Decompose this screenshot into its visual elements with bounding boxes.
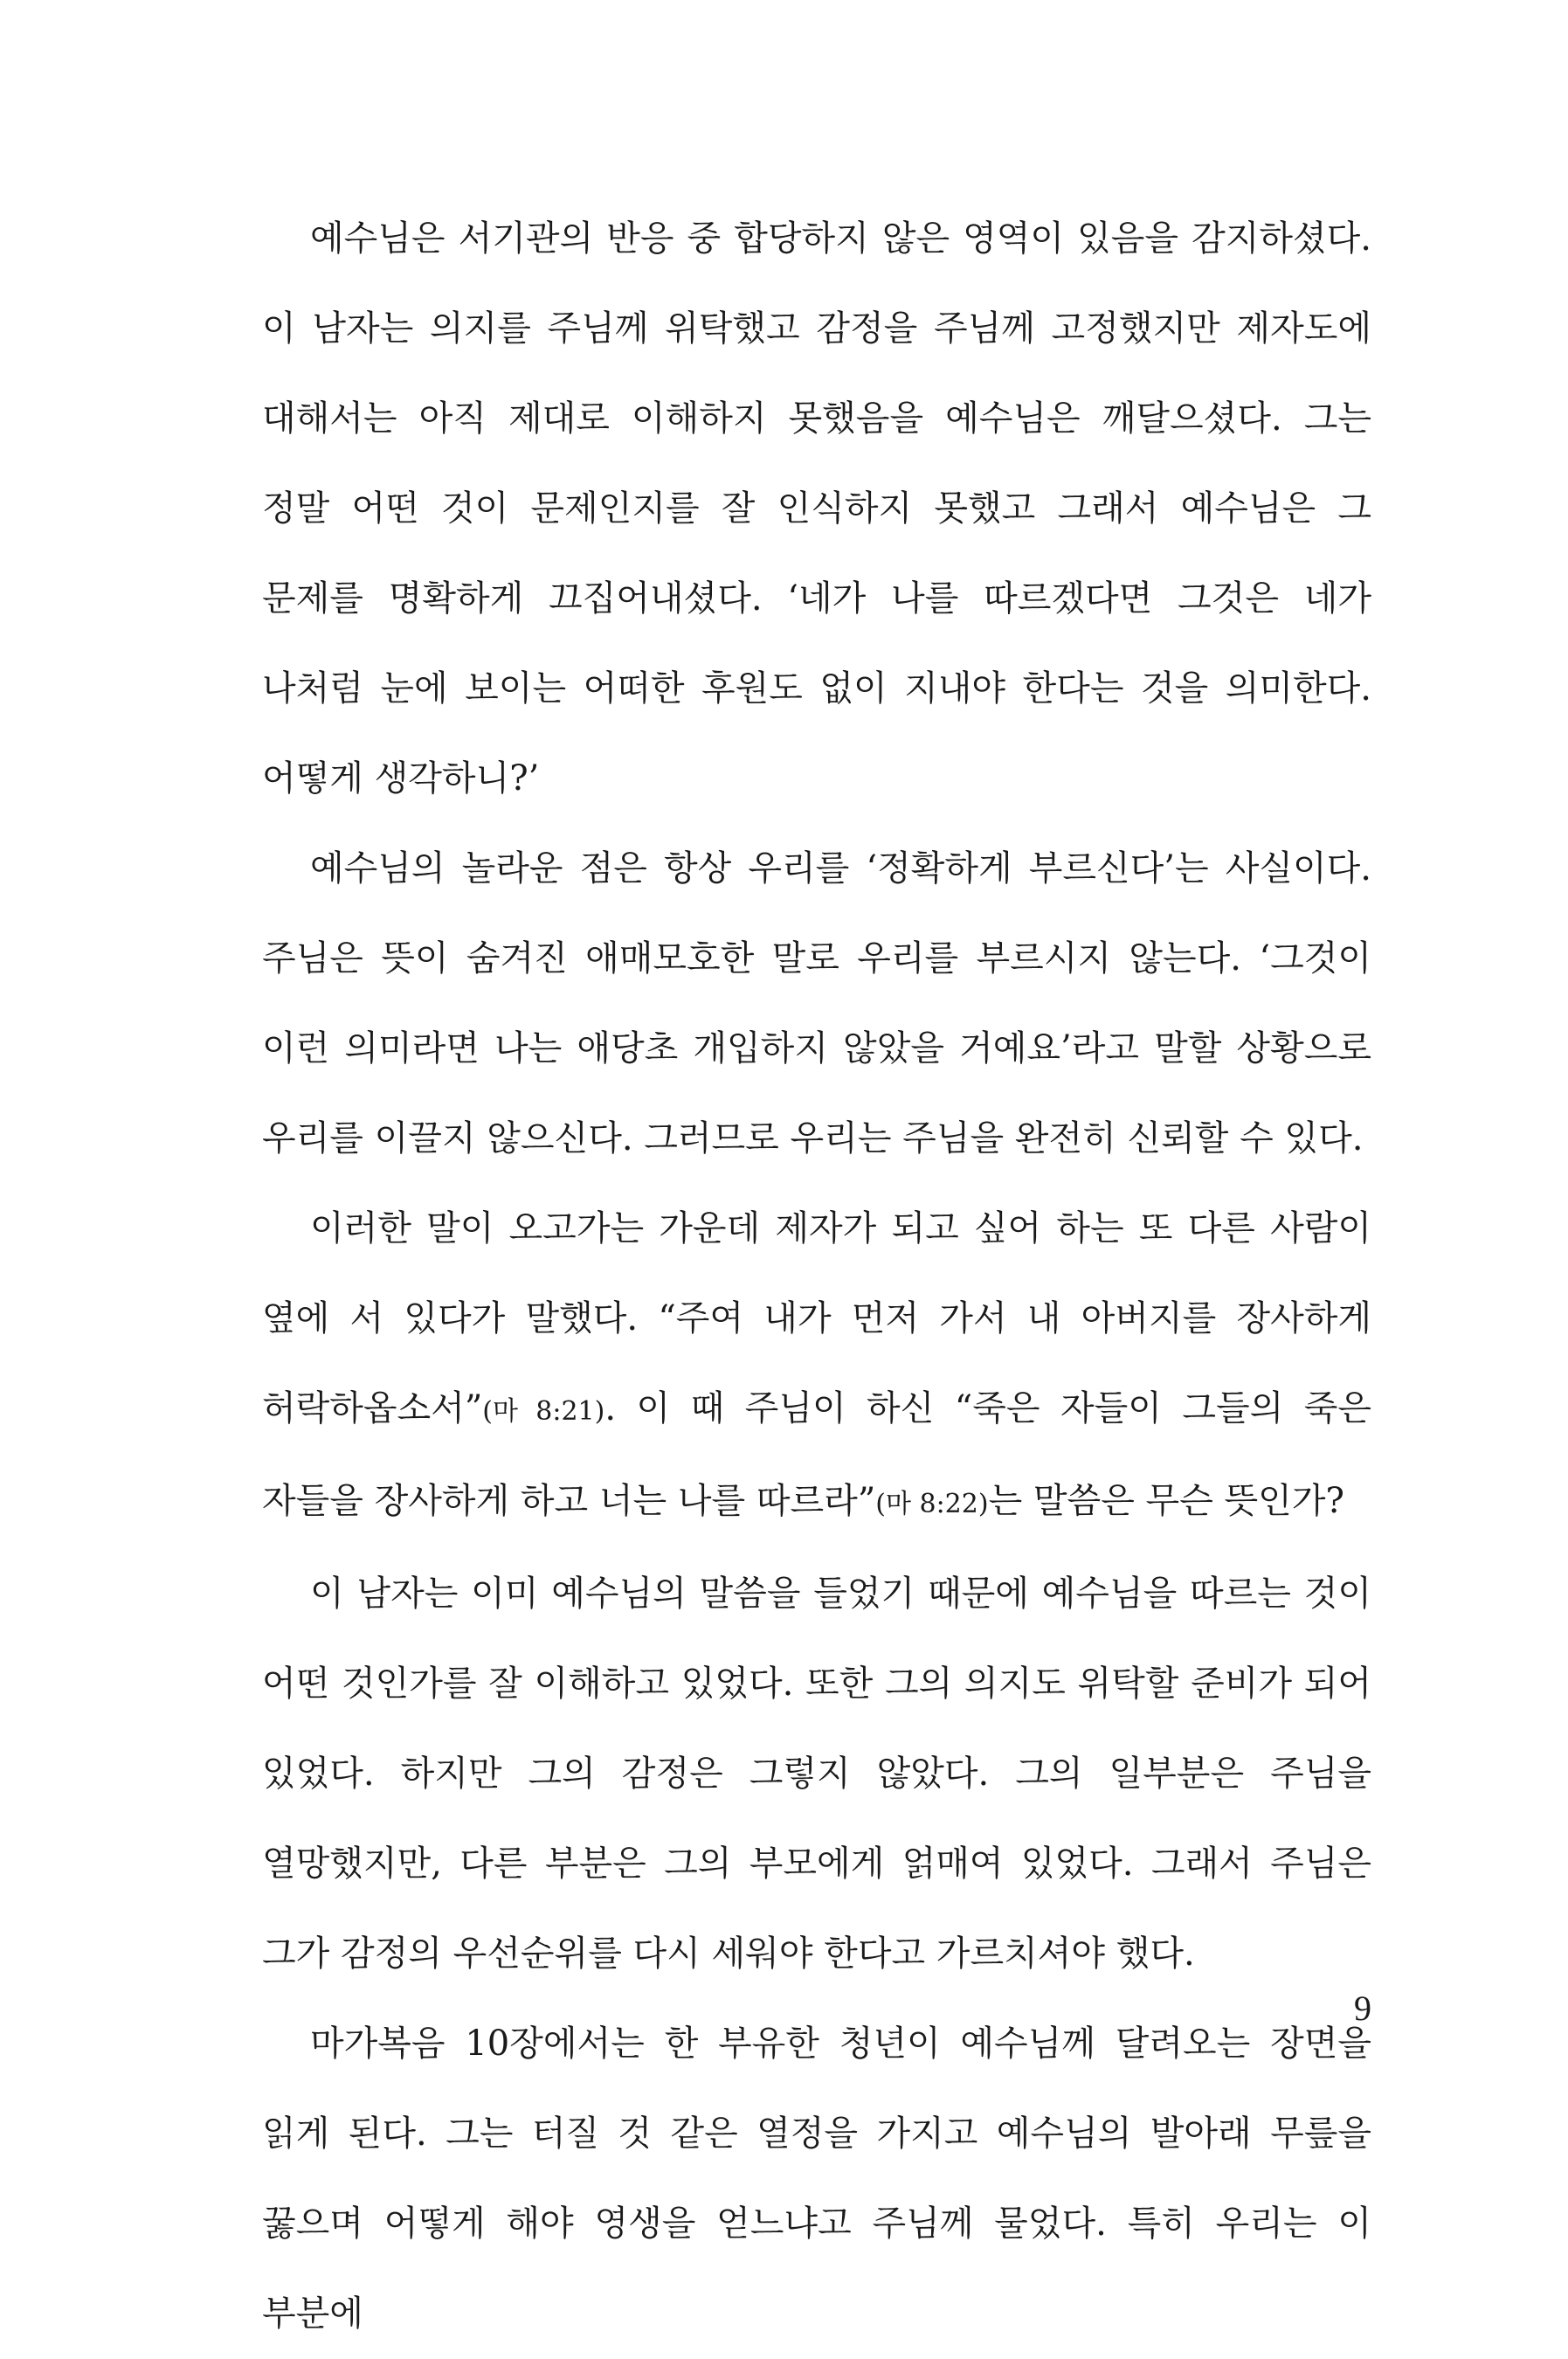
paragraph: 마가복음 10장에서는 한 부유한 청년이 예수님께 달려오는 장면을 읽게 된다. 그는 터질 것 같은 열정을 가지고 예수님의 발아래 무릎을 꿇으며 어떻게 해야 영생을 얻느냐고 주님께 물었다. 특히 우리는 이 부분에 — [262, 2023, 1371, 2334]
paragraph — [262, 1184, 1371, 1549]
paragraph-text: 이러한 말이 오고가는 가운데 제자가 되고 싶어 하는 또 다른 사람이 옆에 서 있다가 말했다. “주여 내가 먼저 가서 내 아버지를 장사하게 허락하옵소서” — [262, 1208, 1371, 1429]
paragraph: 예수님은 서기관의 반응 중 합당하지 않은 영역이 있음을 감지하셨다. 이 남자는 의지를 주님께 위탁했고 감정을 주님께 고정했지만 제자도에 대해서는 아직 제대로 이해하지 못했음을 예수님은 깨달으셨다. 그는 정말 어떤 것이 문제인지를 잘 인식하지 못했고 그래서 예수님은 그 문제를 명확하게 끄집어내셨다. ‘네가 나를 따르겠다면 그것은 네가 나처럼 눈에 보이는 어떠한 후원도 없이 지내야 한다는 것을 의미한다. 어떻게 생각하니?’ — [262, 218, 1371, 799]
scripture-citation: (마 8:22) — [875, 1489, 989, 1519]
paragraph: 이 남자는 이미 예수님의 말씀을 들었기 때문에 예수님을 따르는 것이 어떤 것인가를 잘 이해하고 있었다. 또한 그의 의지도 위탁할 준비가 되어 있었다. 하지만 그의 감정은 그렇지 않았다. 그의 일부분은 주님을 열망했지만, 다른 부분은 그의 부모에게 얽매여 있었다. 그래서 주님은 그가 감정의 우선순위를 다시 세워야 한다고 가르치셔야 했다. — [262, 1574, 1371, 1974]
body-text — [262, 194, 1371, 2359]
paragraph-text: 는 말씀은 무슨 뜻인가? — [988, 1481, 1344, 1521]
paragraph: 예수님의 놀라운 점은 항상 우리를 ‘정확하게 부르신다’는 사실이다. 주님은 뜻이 숨겨진 애매모호한 말로 우리를 부르시지 않는다. ‘그것이 이런 의미라면 나는 애당초 개입하지 않았을 거예요’라고 말할 상황으로 우리를 이끌지 않으신다. 그러므로 우리는 주님을 완전히 신뢰할 수 있다. — [262, 848, 1371, 1159]
page-number: 9 — [1354, 1989, 1371, 2028]
scripture-citation: (마 8:21) — [482, 1396, 605, 1427]
paragraph-text: . 이 때 주님이 하신 “죽은 자들이 그들의 죽은 자들을 장사하게 하고 너는 나를 따르라” — [262, 1388, 1371, 1521]
